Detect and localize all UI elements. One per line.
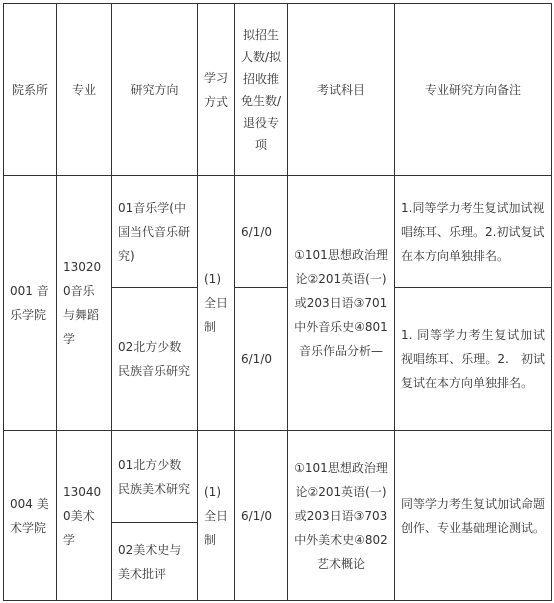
enrollment-cell: 6/1/0 — [235, 288, 288, 431]
header-enrollment: 拟招生人数/拟招收推免生数/退役专项 — [235, 4, 288, 176]
admissions-table — [3, 3, 552, 601]
direction-cell: 01北方少数民族美术研究 — [112, 431, 198, 523]
dept-cell: 004 美术学院 — [4, 431, 57, 601]
enrollment-cell: 6/1/0 — [235, 431, 288, 601]
major-cell: 130200音乐与舞蹈学 — [57, 176, 112, 431]
exam-cell: ①101思想政治理论②201英语(一)或203日语③701中外音乐史④801音乐作品分析— — [288, 176, 395, 431]
enrollment-cell: 6/1/0 — [235, 176, 288, 288]
direction-cell: 02美术史与美术批评 — [112, 523, 198, 601]
header-major: 专业 — [57, 4, 112, 176]
remarks-cell: 1. 同等学力考生复试加试视唱练耳、乐理。2. 初试复试在本方向单独排名。 — [395, 288, 552, 431]
study-mode-cell: (1)全日制 — [198, 431, 235, 601]
direction-cell: 01音乐学(中国当代音乐研究) — [112, 176, 198, 288]
table-row — [4, 431, 552, 523]
header-exam: 考试科目 — [288, 4, 395, 176]
table-row — [4, 176, 552, 288]
header-dept: 院系所 — [4, 4, 57, 176]
header-row — [4, 4, 552, 176]
direction-cell: 02北方少数民族音乐研究 — [112, 288, 198, 431]
major-cell: 130400美术学 — [57, 431, 112, 601]
remarks-cell: 同等学力考生复试加试命题创作、专业基础理论测试。 — [395, 431, 552, 601]
header-remarks: 专业研究方向备注 — [395, 4, 552, 176]
remarks-cell: 1.同等学力考生复试加试视唱练耳、乐理。2.初试复试在本方向单独排名。 — [395, 176, 552, 288]
exam-cell: ①101思想政治理论②201英语(一)或203日语③703中外美术史④802艺术概论 — [288, 431, 395, 601]
header-study-mode: 学习方式 — [198, 4, 235, 176]
dept-cell: 001 音乐学院 — [4, 176, 57, 431]
header-direction: 研究方向 — [112, 4, 198, 176]
study-mode-cell: (1)全日制 — [198, 176, 235, 431]
